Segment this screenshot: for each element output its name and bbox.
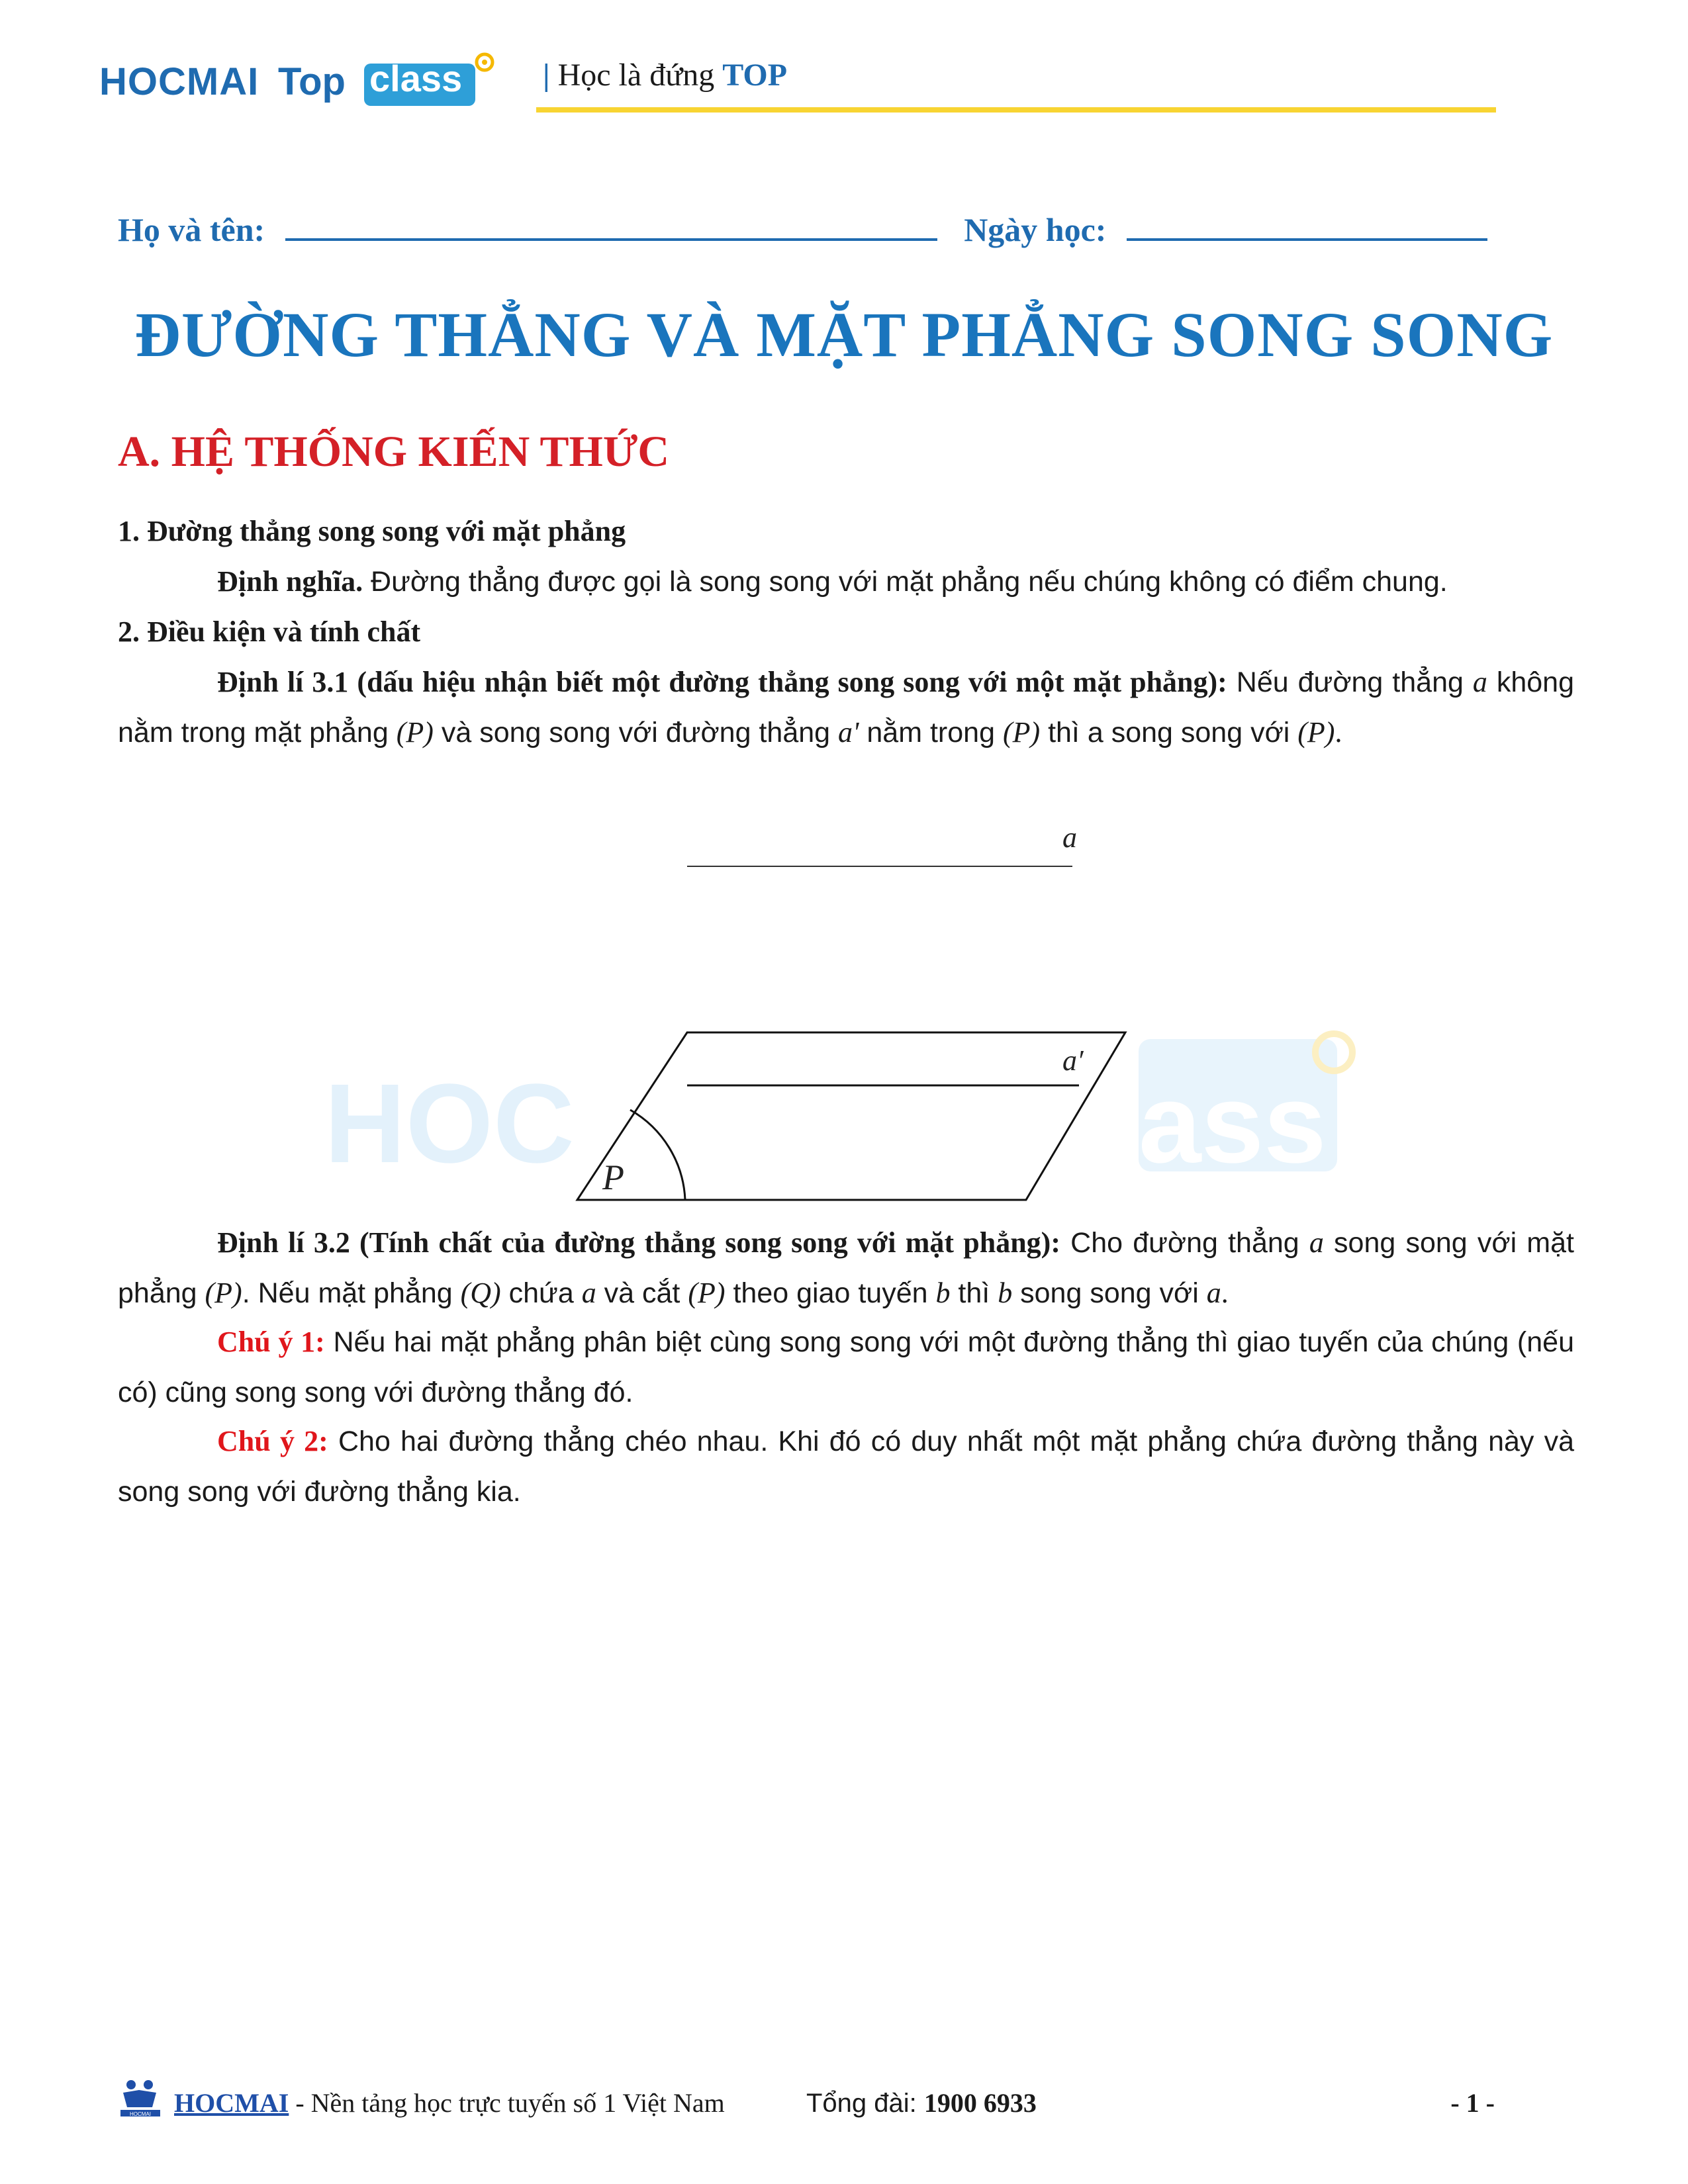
logo-top: Top (278, 60, 346, 103)
plane-P (577, 1032, 1125, 1200)
svg-text:HOCMAI: HOCMAI (130, 2111, 151, 2117)
note-2-text: Cho hai đường thẳng chéo nhau. Khi đó có duy nhất một mặt phẳng chứa đường thẳng này và song song với đường thẳng kia. (118, 1426, 1574, 1508)
footer-tagline: - Nền tảng học trực tuyến số 1 Việt Nam (289, 2088, 725, 2118)
note-2-label: Chú ý 2: (217, 1425, 328, 1457)
watermark-sun-icon (1304, 1023, 1364, 1082)
header-divider (536, 107, 1496, 113)
watermark-right: ass (1139, 1061, 1327, 1187)
theorem-3-1-label: Định lí 3.1 (dấu hiệu nhận biết một đường thẳng song song với một mặt phẳng): (217, 666, 1227, 698)
footer-brand-link[interactable]: HOCMAI (174, 2088, 289, 2118)
hocmai-footer-logo-icon (118, 2078, 163, 2118)
logo-class: class (369, 58, 463, 99)
date-label: Ngày học: (964, 211, 1107, 248)
watermark-left: HOC (324, 1061, 575, 1187)
page-footer (118, 2078, 1495, 2124)
label-a-prime: a′ (1062, 1044, 1084, 1077)
section-1-heading: 1. Đường thẳng song song với mặt phẳng (118, 515, 626, 547)
angle-arc (630, 1110, 685, 1200)
label-a: a (1062, 821, 1077, 854)
name-blank[interactable] (285, 214, 937, 241)
section-2-heading: 2. Điều kiện và tính chất (118, 615, 421, 648)
slogan-highlight: TOP (722, 58, 788, 93)
page-number: - 1 - (1450, 2088, 1495, 2118)
date-blank[interactable] (1127, 214, 1487, 241)
student-info-row (118, 210, 1487, 249)
note-2 (118, 1416, 1574, 1517)
theorem-3-2-label: Định lí 3.2 (Tính chất của đường thẳng song song với mặt phẳng): (217, 1226, 1060, 1259)
slogan-text: Học là đứng (557, 58, 723, 93)
sun-icon (470, 48, 499, 77)
note-1-label: Chú ý 1: (217, 1326, 325, 1358)
definition-label: Định nghĩa. (217, 565, 363, 598)
label-P: P (602, 1158, 624, 1197)
section-1 (118, 506, 1574, 657)
logo-brand: HOCMAI (99, 60, 259, 103)
name-label: Họ và tên: (118, 211, 265, 248)
theorem-3-1: Định lí 3.1 (dấu hiệu nhận biết một đường thẳng song song với một mặt phẳng): Nếu đường thẳng a không nằm trong mặt phẳng (P) và song song với đường thẳng a' nằm trong (P) thì a song song với (P). (118, 666, 1574, 749)
hotline-number: 1900 6933 (923, 2088, 1037, 2118)
section-heading-a: A. HỆ THỐNG KIẾN THỨC (118, 428, 670, 476)
definition (118, 557, 1574, 607)
theorem-3-2: Định lí 3.2 (Tính chất của đường thẳng song song với mặt phẳng): Cho đường thẳng a song song với mặt phẳng (P). Nếu mặt phẳng (Q) chứa a và cắt (P) theo giao tuyến b thì b song song với a. (118, 1226, 1574, 1309)
hocmai-topclass-logo (99, 48, 496, 114)
note-1 (118, 1317, 1574, 1418)
parallel-line-plane-figure (569, 811, 1165, 1208)
page-title: ĐƯỜNG THẲNG VÀ MẶT PHẲNG SONG SONG (134, 299, 1554, 370)
definition-text: Đường thẳng được gọi là song song với mặt phẳng nếu chúng không có điểm chung. (363, 566, 1448, 598)
slogan: | Học là đứng TOP (543, 58, 788, 93)
footer-hotline: Tổng đài: 1900 6933 (806, 2088, 1037, 2118)
note-1-text: Nếu hai mặt phẳng phân biệt cùng song song với một đường thẳng thì giao tuyến của chúng (nếu có) cũng song song với đường thẳng đó. (118, 1326, 1574, 1408)
